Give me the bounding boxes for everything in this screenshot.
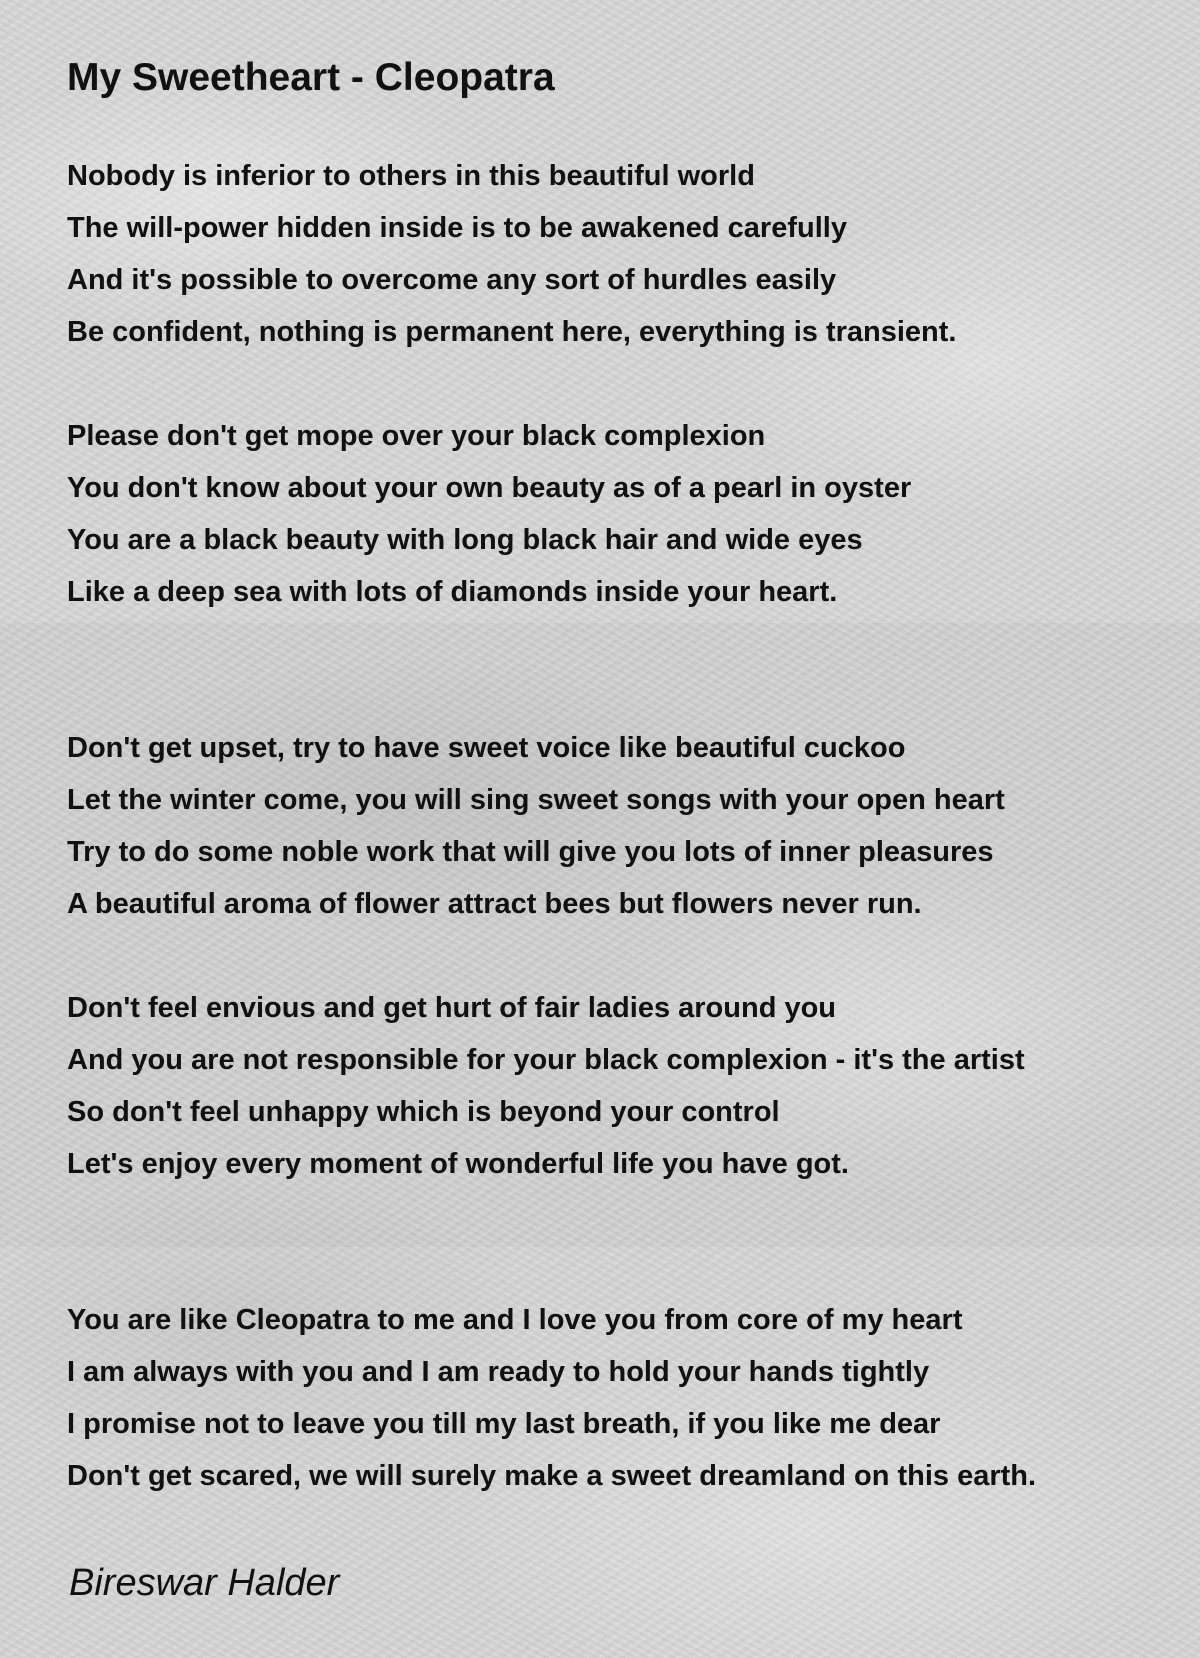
poem-line: The will-power hidden inside is to be awakened carefully [67,212,847,244]
poem-line: Try to do some noble work that will give you lots of inner pleasures [67,836,994,868]
stanza-5 [67,1294,1187,1502]
poem-line: Don't feel envious and get hurt of fair ladies around you [67,992,837,1024]
poem-line: Don't get upset, try to have sweet voice like beautiful cuckoo [67,732,906,764]
poem-line: Like a deep sea with lots of diamonds inside your heart. [67,576,838,608]
stanza-spacer [67,930,1187,982]
stanza-4 [67,982,1187,1190]
poem-author: Bireswar Halder [69,1562,340,1604]
poem-line: And you are not responsible for your black complexion - it's the artist [67,1044,1025,1076]
poem-line: I promise not to leave you till my last breath, if you like me dear [67,1408,941,1440]
poem-line: So don't feel unhappy which is beyond your control [67,1096,780,1128]
poem-line: You are a black beauty with long black hair and wide eyes [67,524,863,556]
poem-line: Don't get scared, we will surely make a sweet dreamland on this earth. [67,1460,1037,1492]
poem-line: You are like Cleopatra to me and I love you from core of my heart [67,1304,963,1336]
stanza-2 [67,410,1187,618]
poem-line: Let the winter come, you will sing sweet songs with your open heart [67,784,1005,816]
stanza-1 [67,150,1187,358]
poem-line: Please don't get mope over your black complexion [67,420,766,452]
poem-line: Let's enjoy every moment of wonderful life you have got. [67,1148,849,1180]
poem-title: My Sweetheart - Cleopatra [67,56,555,99]
stanza-spacer [67,1190,1187,1294]
poem-line: Nobody is inferior to others in this beautiful world [67,160,755,192]
poem-line: I am always with you and I am ready to hold your hands tightly [67,1356,930,1388]
poem-line: You don't know about your own beauty as of a pearl in oyster [67,472,912,504]
poem-line: And it's possible to overcome any sort of hurdles easily [67,264,837,296]
poem-line: Be confident, nothing is permanent here, everything is transient. [67,316,957,348]
stanza-spacer [67,618,1187,722]
poem-body [67,150,1187,1502]
stanza-3 [67,722,1187,930]
stanza-spacer [67,358,1187,410]
poem-line: A beautiful aroma of flower attract bees but flowers never run. [67,888,922,920]
